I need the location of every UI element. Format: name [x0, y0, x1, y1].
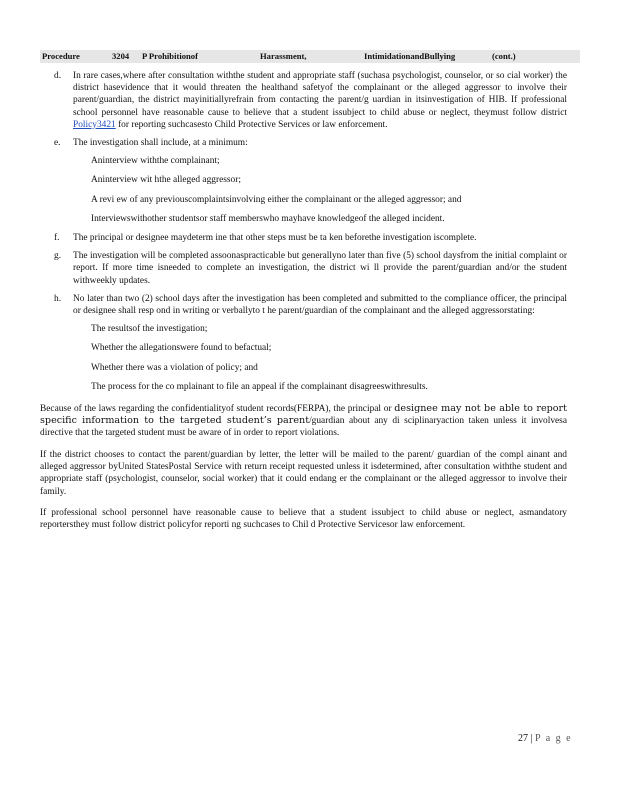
policy-3421-link[interactable]: Policy3421 — [73, 119, 116, 130]
item-d-text-cont: for reporting suchcasesto Child Protective Services or law enforcement. — [118, 119, 388, 130]
procedure-title-part3: IntimidationandBullying — [364, 51, 456, 61]
page-number: 27 — [518, 733, 528, 744]
procedure-title-part1: P Prohibitionof — [142, 51, 198, 61]
bullet-item — [40, 342, 567, 354]
list-marker: g. — [54, 251, 62, 262]
bullet-item — [40, 362, 567, 374]
paragraph-text: Because of the laws regarding the confidentialityof student records(FERPA), the principal or — [40, 404, 392, 415]
list-item-h — [40, 293, 567, 317]
procedure-header — [40, 50, 580, 63]
procedure-number: 3204 — [112, 51, 130, 61]
list-item-d — [40, 70, 567, 131]
item-h-text: No later than two (2) school days after the investigation has been completed and submitted to the compliance officer, the principal or designee shall resp ond in writing or verballyto t he parent/guardian of the complainant and the alleged aggressorstating: — [73, 293, 567, 317]
bullet-text: Whether there was a violation of policy; and — [91, 362, 258, 373]
mandatory-reporter-paragraph: If professional school personnel have reasonable cause to believe that a student issubject to child abuse or neglect, asmandatory reportersthey must follow district policyfor reporti ng suchcases to Chil d Protective Servicesor law enforcement. — [40, 508, 567, 531]
bullet-item — [40, 194, 567, 206]
bullet-text: Aninterview wit hthe alleged aggressor; — [91, 175, 241, 186]
page-footer — [518, 733, 572, 744]
bullet-text: Aninterview withthe complainant; — [91, 156, 220, 167]
page-word: P a g e — [535, 733, 573, 744]
bullet-text: Whether the allegationswere found to befactual; — [91, 343, 272, 354]
list-item-g — [40, 250, 567, 287]
bullet-item — [40, 323, 567, 335]
item-g-text: The investigation will be completed assoonaspracticable but generallyno later than five (5) school daysfrom the initial complaint or report. If more time isneeded to complete an investigation, the district wi ll provide the parent/guardian and/or the student withweekly updates. — [73, 251, 567, 286]
list-item-e — [40, 137, 567, 149]
procedure-title-part2: Harassment, — [260, 51, 307, 61]
list-marker: f. — [54, 233, 60, 244]
procedure-cont: (cont.) — [492, 51, 516, 61]
procedure-label: Procedure — [42, 51, 80, 61]
list-marker: h. — [54, 293, 62, 304]
footer-separator: | — [530, 733, 533, 744]
bullet-item — [40, 213, 567, 225]
letter-paragraph: If the district chooses to contact the parent/guardian by letter, the letter will be mailed to the parent/ guardian of the compl ainant and alleged aggressor byUnited StatesPostal Service with return receipt requested unless it isdetermined, after consultation withthe student and appropriate staff (psychologist, counselor, social worker) that it could endang er the complainant or the alleged aggressor to involve their family. — [40, 450, 567, 497]
list-item-f — [40, 232, 567, 244]
bullet-text: Interviewswithother studentsor staff memberswho mayhave knowledgeof the alleged incident. — [91, 213, 445, 224]
bullet-text: The resultsof the investigation; — [91, 324, 208, 335]
bullet-item — [40, 155, 567, 167]
item-f-text: The principal or designee maydeterm ine that other steps must be ta ken beforethe investigation iscomplete. — [73, 233, 477, 244]
paragraph-text-cont: /guardian about any di sciplinaryaction taken unless it involvesa directive that the targeted student must be aware of in order to report violations. — [40, 416, 567, 439]
list-marker: d. — [54, 71, 62, 81]
procedure-body — [40, 70, 567, 538]
bullet-item — [40, 174, 567, 186]
item-e-text: The investigation shall include, at a minimum: — [73, 138, 248, 149]
confidentiality-paragraph — [40, 403, 567, 440]
item-d-text: In rare cases,where after consultation withthe student and appropriate staff (suchasa psychologist, counselor, or so cial worker) the district hasevidence that it would threaten the healthand safetyof the complainant or the alleged aggressor to involve their parent/guardian, the district mayinitiallyrefrain from contacting the parent/g uardian in itsinvestigation of HIB. If professional school personnel have reasonable cause to believe that a student issubject to child abuse or neglect, theymust follow district — [73, 71, 567, 118]
paragraph-strong-text: designee may not be able to report specific information to the targeted student’s parent — [40, 403, 567, 427]
bullet-text: The process for the co mplainant to file an appeal if the complainant disagreeswithresults. — [91, 381, 428, 392]
bullet-text: A revi ew of any previouscomplaintsinvolving either the complainant or the alleged aggressor; and — [91, 194, 462, 205]
list-marker: e. — [54, 138, 61, 149]
bullet-item — [40, 381, 567, 393]
